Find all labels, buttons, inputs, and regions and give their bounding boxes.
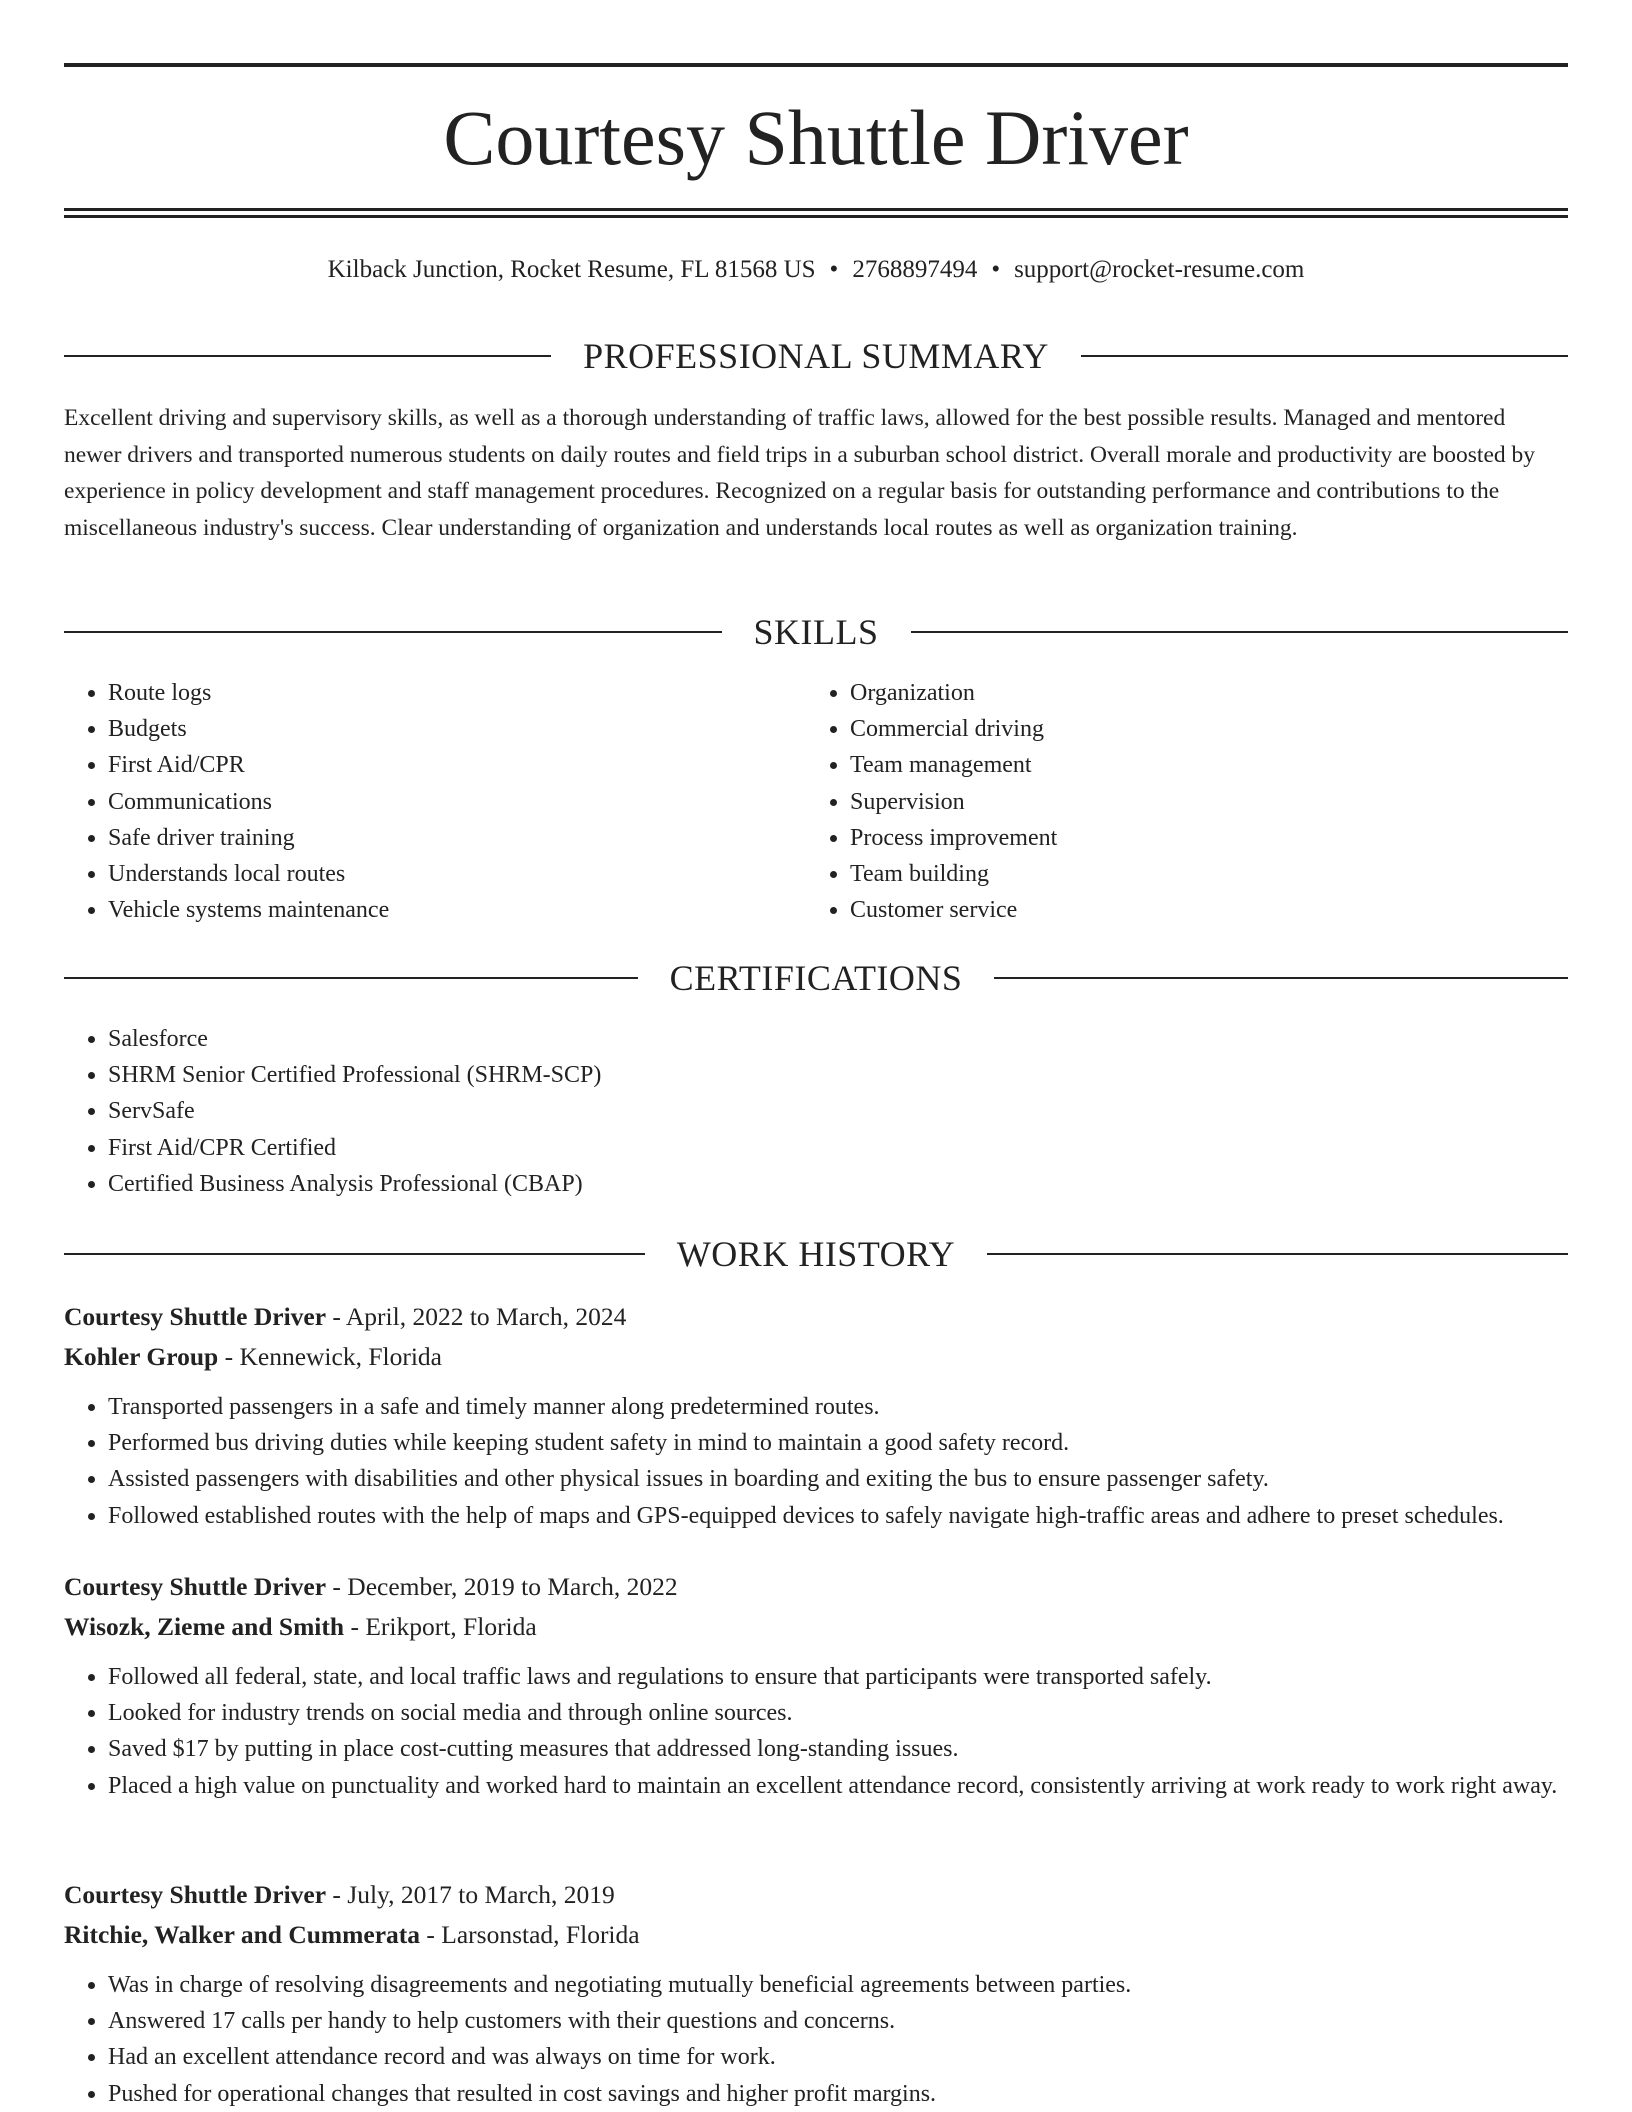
section-header-certifications — [64, 956, 1568, 1000]
job-bullet: • Performed bus driving duties while keeping student safety in mind to maintain a good safety record. — [108, 1425, 1568, 1461]
contact-separator: • — [829, 256, 839, 283]
job-bullet: • Followed established routes with the help of maps and GPS-equipped devices to safely navigate high-traffic areas and adhere to preset schedules. — [108, 1498, 1568, 1534]
skills-list-right — [806, 675, 1546, 928]
work-history-entry — [64, 1567, 1568, 1804]
job-company: Kohler Group — [64, 1342, 219, 1371]
section-header-summary — [64, 334, 1568, 378]
contact-separator: • — [991, 256, 1001, 283]
skill-item: • Customer service — [850, 892, 1546, 928]
certifications-list — [64, 1021, 1064, 1202]
skill-item: • First Aid/CPR — [108, 747, 804, 783]
skill-item: • Team building — [850, 856, 1546, 892]
job-bullet: • Looked for industry trends on social media and through online sources. — [108, 1695, 1568, 1731]
job-location: - Larsonstad, Florida — [420, 1920, 640, 1949]
section-rule — [64, 1253, 645, 1255]
section-rule — [64, 631, 722, 633]
skills-column-right — [806, 675, 1546, 928]
resume-title: Courtesy Shuttle Driver — [443, 94, 1189, 181]
top-rule — [64, 63, 1568, 67]
job-dates: - July, 2017 to March, 2019 — [326, 1880, 615, 1909]
certifications-block — [64, 1021, 1064, 1202]
skill-item: • Process improvement — [850, 820, 1546, 856]
job-bullet: • Placed a high value on punctuality and worked hard to maintain an excellent attendance record, consistently arriving at work ready to work right away. — [108, 1768, 1568, 1804]
job-bullet: • Was in charge of resolving disagreements and negotiating mutually beneficial agreements between parties. — [108, 1967, 1568, 2003]
job-company-line — [64, 1607, 1568, 1647]
skill-item: • Budgets — [108, 711, 804, 747]
job-bullets — [64, 1967, 1568, 2112]
skill-item: • Route logs — [108, 675, 804, 711]
section-rule — [987, 1253, 1568, 1255]
section-rule — [1081, 355, 1568, 357]
skill-item: • Organization — [850, 675, 1546, 711]
skill-item: • Communications — [108, 784, 804, 820]
work-history-entry — [64, 1875, 1568, 2112]
skill-item: • Commercial driving — [850, 711, 1546, 747]
section-rule — [64, 977, 638, 979]
section-header-work-history — [64, 1232, 1568, 1276]
job-company-line — [64, 1915, 1568, 1955]
job-dates: - April, 2022 to March, 2024 — [326, 1302, 627, 1331]
skill-item: • Understands local routes — [108, 856, 804, 892]
job-bullet: • Saved $17 by putting in place cost-cutting measures that addressed long-standing issues. — [108, 1731, 1568, 1767]
skill-item: • Team management — [850, 747, 1546, 783]
job-dates: - December, 2019 to March, 2022 — [326, 1572, 678, 1601]
contact-address: Kilback Junction, Rocket Resume, FL 81568 US — [327, 256, 816, 283]
job-bullet: • Assisted passengers with disabilities and other physical issues in boarding and exiting the bus to ensure passenger safety. — [108, 1461, 1568, 1497]
certification-item: • ServSafe — [108, 1093, 1064, 1129]
job-bullet: • Answered 17 calls per handy to help customers with their questions and concerns. — [108, 2003, 1568, 2039]
section-rule — [994, 977, 1568, 979]
summary-text: Excellent driving and supervisory skills, as well as a thorough understanding of traffic laws, allowed for the best possible results. Managed and mentored newer drivers and transported numerous students on daily routes and field trips in a suburban school district. Overall morale and productivity are boosted by experience in policy development and staff management procedures. Recognized on a regular basis for outstanding performance and contributions to the miscellaneous industry's success. Clear understanding of organization and understands local routes as well as organization training. — [64, 405, 1535, 541]
job-company: Wisozk, Zieme and Smith — [64, 1612, 345, 1641]
certification-item: • SHRM Senior Certified Professional (SHRM-SCP) — [108, 1057, 1064, 1093]
job-role: Courtesy Shuttle Driver — [64, 1880, 327, 1909]
section-title: PROFESSIONAL SUMMARY — [583, 336, 1049, 376]
certification-item: • Salesforce — [108, 1021, 1064, 1057]
work-history-entry — [64, 1297, 1568, 1534]
certification-item: • Certified Business Analysis Professional (CBAP) — [108, 1166, 1064, 1202]
skill-item: • Safe driver training — [108, 820, 804, 856]
skill-item: • Vehicle systems maintenance — [108, 892, 804, 928]
job-bullet: • Transported passengers in a safe and timely manner along predetermined routes. — [108, 1389, 1568, 1425]
contact-phone: 2768897494 — [852, 256, 978, 283]
contact-email: support@rocket-resume.com — [1014, 256, 1305, 283]
contact-line — [64, 252, 1568, 288]
job-title-line — [64, 1875, 1568, 1915]
skill-item: • Supervision — [850, 784, 1546, 820]
job-bullet: • Had an excellent attendance record and was always on time for work. — [108, 2039, 1568, 2075]
title-rule-lower — [64, 215, 1568, 218]
section-rule — [64, 355, 551, 357]
section-title: SKILLS — [753, 612, 879, 652]
job-location: - Erikport, Florida — [344, 1612, 537, 1641]
job-bullet: • Pushed for operational changes that resulted in cost savings and higher profit margins. — [108, 2076, 1568, 2112]
title-rule-upper — [64, 208, 1568, 211]
job-title-line — [64, 1297, 1568, 1337]
job-bullet: • Followed all federal, state, and local traffic laws and regulations to ensure that participants were transported safely. — [108, 1659, 1568, 1695]
section-title: CERTIFICATIONS — [669, 958, 963, 998]
skills-column-left — [64, 675, 804, 928]
job-bullets — [64, 1389, 1568, 1534]
job-company-line — [64, 1337, 1568, 1377]
job-role: Courtesy Shuttle Driver — [64, 1302, 327, 1331]
job-role: Courtesy Shuttle Driver — [64, 1572, 327, 1601]
skills-list-left — [64, 675, 804, 928]
section-header-skills — [64, 610, 1568, 654]
job-location: - Kennewick, Florida — [218, 1342, 442, 1371]
certification-item: • First Aid/CPR Certified — [108, 1130, 1064, 1166]
section-rule — [911, 631, 1569, 633]
job-title-line — [64, 1567, 1568, 1607]
job-company: Ritchie, Walker and Cummerata — [64, 1920, 421, 1949]
section-title: WORK HISTORY — [676, 1234, 956, 1274]
job-bullets — [64, 1659, 1568, 1804]
